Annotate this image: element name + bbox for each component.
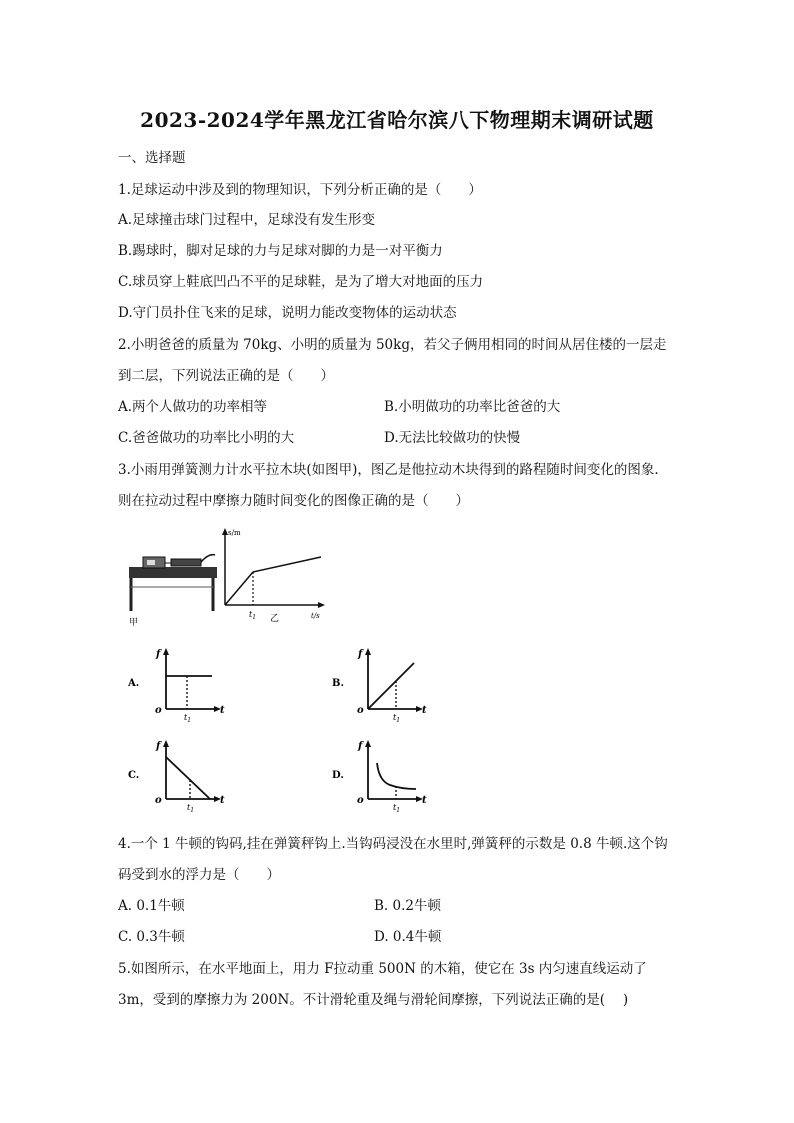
q1-option-b: B.踢球时，脚对足球的力与足球对脚的力是一对平衡力 [118,243,443,259]
graph-a-label: A. [128,678,140,689]
q4-option-c: C. 0.3牛顿 [118,929,185,945]
q5-stem-line2: 3m，受到的摩擦力为 200N。不计滑轮重及绳与滑轮间摩擦，下列说法正确的是( ) [118,992,629,1008]
page-title: 2023-2024学年黑龙江省哈尔滨八下物理期末调研试题 [140,108,654,132]
svg-text:t: t [422,705,427,716]
q3-stem-line2: 则在拉动过程中摩擦力随时间变化的图像正确的是（ ） [118,493,469,509]
svg-text:f: f [358,649,363,660]
q1-stem: 1.足球运动中涉及到的物理知识，下列分析正确的是（ ） [118,182,482,198]
q4-option-b: B. 0.2牛顿 [374,898,441,914]
svg-text:f: f [156,649,161,660]
svg-text:f: f [156,741,161,752]
q3-graph-a [126,645,226,723]
svg-text:t1: $t_1$ [187,803,195,814]
svg-text:t1: $t_1$ [393,713,401,723]
svg-text:o: o [357,795,364,806]
q1-option-d: D.守门员扑住飞来的足球，说明力能改变物体的运动状态 [118,305,457,321]
q2-option-d: D.无法比较做功的快慢 [384,430,521,446]
section-heading: 一、选择题 [118,150,186,166]
q2-option-a: A.两个人做功的功率相等 [118,399,268,415]
svg-text:t1: $t_1$ [184,713,192,723]
t1-label: $t_1$ [249,610,257,621]
table-top [129,567,217,578]
q2-stem-line1: 2.小明爸爸的质量为 70kg、小明的质量为 50kg，若父子俩用相同的时间从居住楼的一层走 [118,337,667,353]
graph-d-label: D. [332,770,344,781]
q4-stem-line2: 码受到水的浮力是（ ） [118,867,280,883]
spring-scale [171,559,201,566]
label-jia: 甲 [129,618,139,628]
q5-stem-line1: 5.如图所示，在水平地面上，用力 F拉动重 500N 的木箱，使它在 3s 内匀速直线运动了 [118,961,647,977]
graph-c-label: C. [128,770,140,781]
graph-c-line [166,757,210,799]
q3-graph-c [126,737,226,815]
q4-option-d: D. 0.4牛顿 [374,929,442,945]
svg-text:o: o [357,705,364,716]
segment-2 [253,557,321,572]
q2-option-b: B.小明做功的功率比爸爸的大 [384,399,561,415]
graph-d-curve [377,763,416,789]
hand [201,555,215,562]
q3-graph-b [330,645,430,723]
q1-option-a: A.足球撞击球门过程中，足球没有发生形变 [118,212,376,228]
q4-option-a: A. 0.1牛顿 [118,898,185,914]
svg-text:t1: $t_1$ [393,803,401,814]
q1-option-c: C.球员穿上鞋底凹凸不平的足球鞋，是为了增大对地面的压力 [118,274,484,290]
label-yi: 乙 [270,614,280,624]
graph-b-label: B. [332,678,344,689]
q4-stem-line1: 4.一个 1 牛顿的钩码,挂在弹簧秤钩上.当钩码浸没在水里时,弹簧秤的示数是 0.8 牛顿.这个钩 [118,836,668,852]
svg-text:o: o [155,795,162,806]
graph-b-line [368,663,414,709]
q3-graph-d [330,737,430,815]
svg-text:f: f [358,741,363,752]
q3-stem-line1: 3.小雨用弹簧测力计水平拉木块(如图甲)，图乙是他拉动木块得到的路程随时间变化的图象. [118,462,659,478]
svg-text:o: o [155,705,162,716]
s-axis-label: s/m [228,529,241,537]
segment-1 [225,572,253,605]
svg-text:t: t [220,705,225,716]
q2-option-c: C.爸爸做功的功率比小明的大 [118,430,295,446]
t-axis-label: t/s [311,612,320,620]
svg-text:t: t [220,795,225,806]
q3-figure-jia-yi [125,525,330,630]
svg-text:t: t [422,795,427,806]
q2-stem-line2: 到二层，下列说法正确的是（ ） [118,368,334,384]
